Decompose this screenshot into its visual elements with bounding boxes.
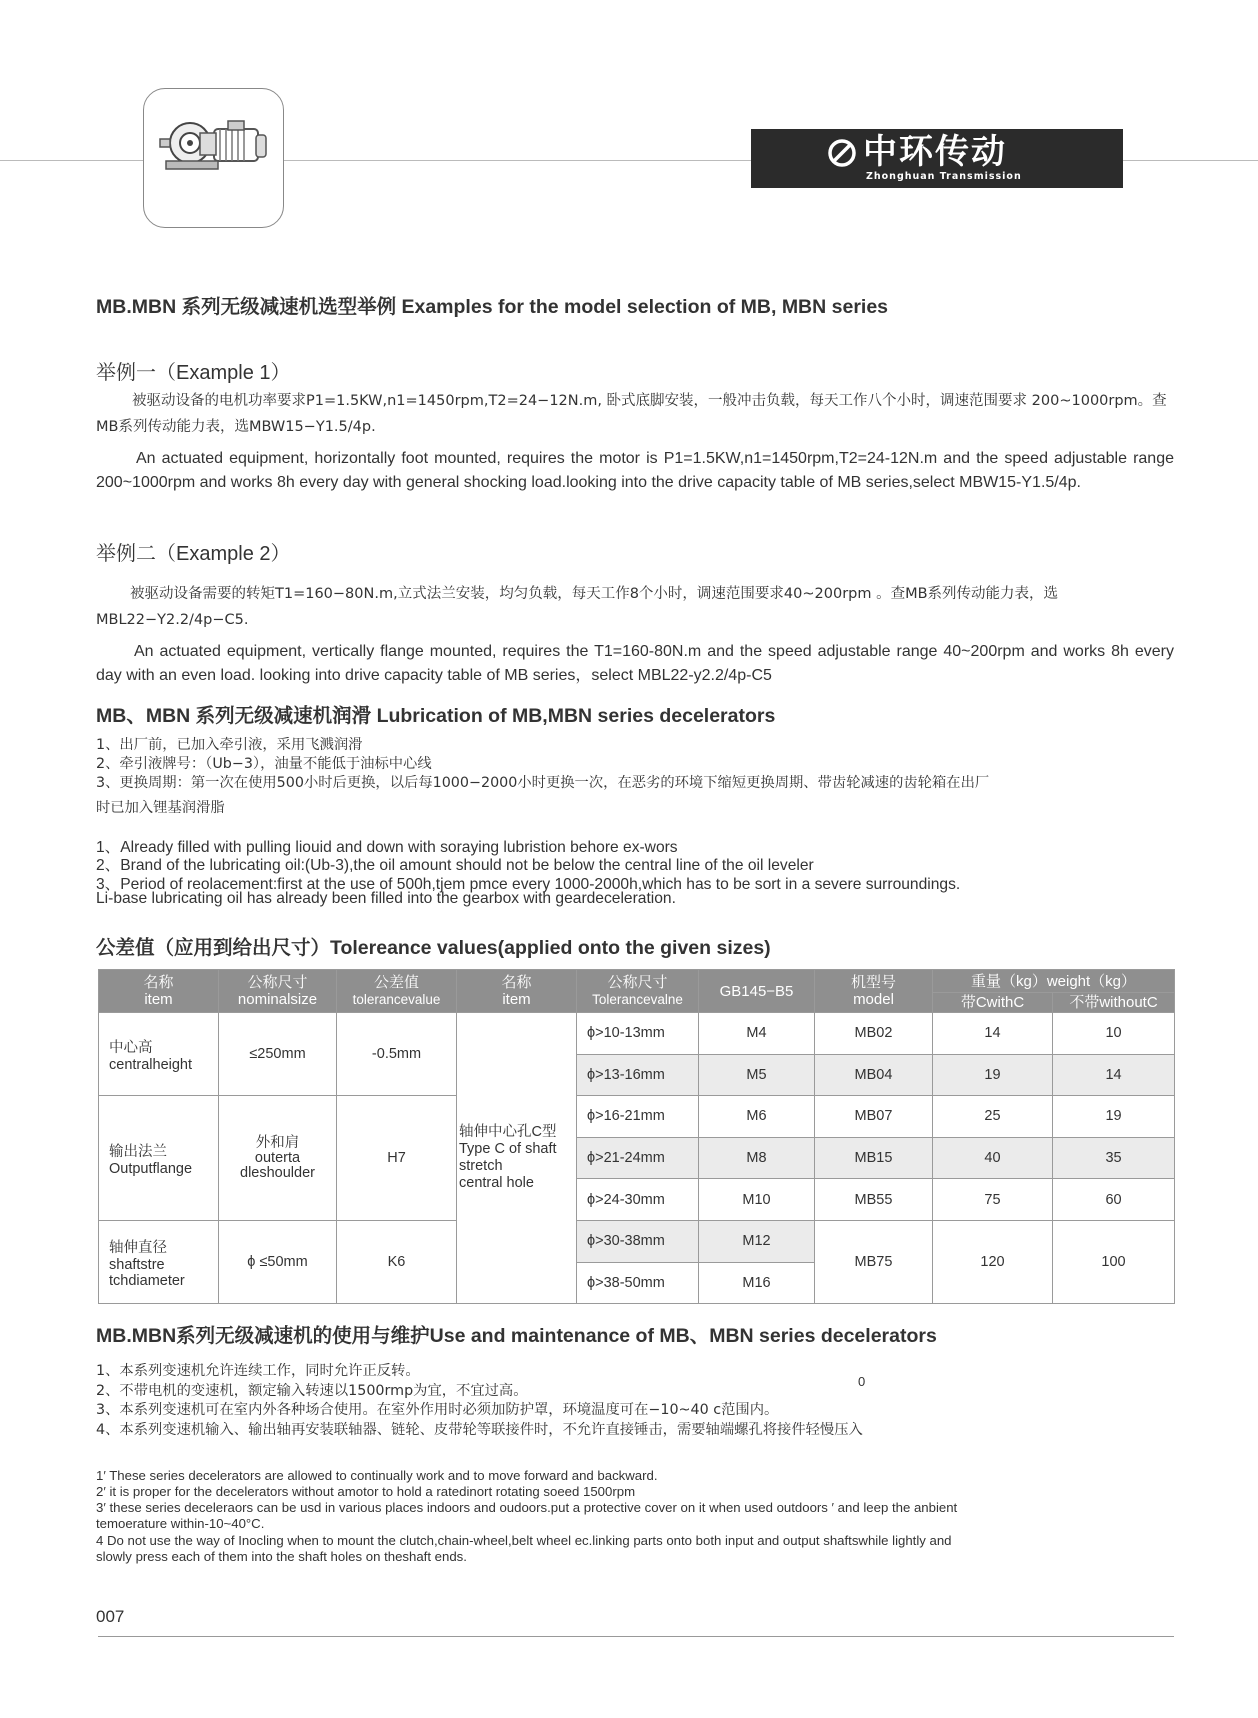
col-header-item-2: 名称 item: [457, 970, 577, 1013]
model-cell: MB15: [815, 1137, 933, 1179]
table-row: [99, 1013, 1175, 1055]
gb-cell: M4: [699, 1013, 815, 1055]
group-output-flange: 输出法兰 Outputflange: [99, 1096, 219, 1221]
group-shaft-diameter: 轴伸直径 shaftstre tchdiameter: [99, 1220, 219, 1303]
section-title-model-selection: MB.MBN 系列无级减速机选型举例 Examples for the model selection of MB, MBN series: [96, 296, 889, 318]
superscript-zero: 0: [858, 1374, 866, 1389]
weight-without-c-cell: 19: [1053, 1096, 1175, 1138]
model-cell: MB75: [815, 1220, 933, 1303]
col-header-model: 机型号 model: [815, 970, 933, 1013]
example-1-en-paragraph: An actuated equipment, horizontally foot mounted, requires the motor is P1=1.5KW,n1=1450rpm,T2=24-12N.m and the speed adjustable range 200~1000rpm and works 8h every day with general shocking load.looking into the drive capacity table of MB series,select MBW15-Y1.5/4p.: [96, 450, 1174, 491]
shaft-center-hole-item: 轴伸中心孔C型 Type C of shaft stretch central hole: [457, 1013, 577, 1304]
product-thumbnail: [143, 88, 284, 228]
range-cell: ϕ>21-24mm: [577, 1137, 699, 1179]
model-cell: MB55: [815, 1179, 933, 1221]
weight-without-c-cell: 14: [1053, 1054, 1175, 1096]
gb-cell: M16: [699, 1262, 815, 1304]
example-1-cn-paragraph: 被驱动设备的电机功率要求P1=1.5KW,n1=1450rpm,T2=24−12N.m, 卧式底脚安装，一般冲击负载，每天工作八个小时，调速范围要求 200~1000rpm。查MB系列传动能力表，选MBW15−Y1.5/4p.: [96, 393, 1167, 435]
group-output-flange-nominal: 外和肩 outerta dleshoulder: [219, 1096, 337, 1221]
range-cell: ϕ>24-30mm: [577, 1179, 699, 1221]
table-row: [99, 1096, 1175, 1138]
example-2-heading: 举例二（Example 2）: [96, 543, 291, 565]
range-cell: ϕ>16-21mm: [577, 1096, 699, 1138]
col-header-item: 名称 item: [99, 970, 219, 1013]
range-cell: ϕ>10-13mm: [577, 1013, 699, 1055]
gb-cell: M12: [699, 1220, 815, 1262]
maintenance-cn-line: 2、不带电机的变速机，额定输入转速以1500rmp为宜，不宜过高。: [96, 1383, 528, 1399]
brand-name-cn: 中环传动: [863, 132, 1007, 172]
footer-rule: [98, 1636, 1174, 1637]
lubrication-cn-line: 3、更换周期：第一次在使用500小时后更换，以后每1000−2000小时更换一次，在恶劣的环境下缩短更换周期、带齿轮减速的齿轮箱在出厂: [96, 775, 990, 791]
range-cell: ϕ>13-16mm: [577, 1054, 699, 1096]
page-number: 007: [96, 1607, 125, 1626]
col-header-tolerance-value: 公差值 tolerancevalue: [337, 970, 457, 1013]
col-header-without-c: 不带withoutC: [1053, 993, 1175, 1013]
weight-without-c-cell: 35: [1053, 1137, 1175, 1179]
col-header-nominal-size-2: 公称尺寸 Tolerancevalne: [577, 970, 699, 1013]
col-header-weight: 重量（kg）weight（kg）: [933, 970, 1175, 993]
table-row: [99, 1220, 1175, 1262]
range-cell: ϕ>38-50mm: [577, 1262, 699, 1304]
maintenance-cn-line: 1、本系列变速机允许连续工作，同时允许正反转。: [96, 1363, 420, 1379]
col-header-gb145: GB145−B5: [699, 970, 815, 1013]
lubrication-en-line: 2、Brand of the lubricating oil:(Ub-3),the oil amount should not be below the central line of the oil leveler: [96, 857, 814, 874]
lubrication-en-line: 1、Already filled with pulling liouid and down with soraying lubristion behore ex-wors: [96, 839, 678, 856]
weight-with-c-cell: 120: [933, 1220, 1053, 1303]
maintenance-en-line: slowly press each of them into the shaft holes on theshaft ends.: [96, 1549, 467, 1564]
maintenance-en-line: 3′ these series deceleraors can be usd in various places indoors and oudoors.put a protective cover on it when used outdoors ′ and leep the anbient: [96, 1500, 958, 1515]
weight-without-c-cell: 10: [1053, 1013, 1175, 1055]
group-central-height: 中心高 centralheight: [99, 1013, 219, 1096]
gear-motor-icon: [156, 111, 274, 181]
brand-mark-icon: [827, 138, 857, 168]
maintenance-cn-line: 3、本系列变速机可在室内外各种场合使用。在室外作用时必须加防护罩，环境温度可在−10~40 c范围内。: [96, 1402, 779, 1418]
weight-without-c-cell: 100: [1053, 1220, 1175, 1303]
weight-with-c-cell: 14: [933, 1013, 1053, 1055]
example-2-cn-paragraph: 被驱动设备需要的转矩T1=160−80N.m,立式法兰安装，均匀负载，每天工作8个小时，调速范围要求40~200rpm 。查MB系列传动能力表，选MBL22−Y2.2/4p−C5.: [96, 586, 1059, 628]
col-header-with-c: 带CwithC: [933, 993, 1053, 1013]
lubrication-cn-line: 2、牵引液牌号：（Ub−3），油量不能低于油标中心线: [96, 756, 432, 772]
model-cell: MB07: [815, 1096, 933, 1138]
maintenance-en-line: temoerature within-10~40°C.: [96, 1516, 265, 1531]
maintenance-en-line: 2′ it is proper for the decelerators without amotor to hold a ratedinort rotating soeed 1500rpm: [96, 1484, 636, 1499]
section-title-maintenance: MB.MBN系列无级减速机的使用与维护Use and maintenance of MB、MBN series decelerators: [96, 1325, 937, 1347]
group-central-height-nominal: ≤250mm: [219, 1013, 337, 1096]
brand-logo: [751, 129, 1123, 188]
lubrication-en-line: Li-base lubricating oil has already been filled into the gearbox with geardeceleration.: [96, 890, 676, 907]
weight-with-c-cell: 25: [933, 1096, 1053, 1138]
gb-cell: M5: [699, 1054, 815, 1096]
lubrication-en-line: 3、Period of reolacement:first at the use of 500h,tjem pmce every 1000-2000h,which has to be sort in a severe surroundings.: [96, 876, 961, 893]
maintenance-en-line: 4 Do not use the way of Inocling when to mount the clutch,chain-wheel,belt wheel ec.linking parts onto both input and output shaftswhile lightly and: [96, 1533, 952, 1548]
group-shaft-diameter-nominal: ϕ ≤50mm: [219, 1220, 337, 1303]
lubrication-cn-line: 时已加入锂基润滑脂: [96, 800, 225, 816]
weight-with-c-cell: 19: [933, 1054, 1053, 1096]
model-cell: MB02: [815, 1013, 933, 1055]
example-2-en-paragraph: An actuated equipment, vertically flange mounted, requires the T1=160-80N.m and the speed adjustable range 40~200rpm and works 8h every day with an even load. looking into drive capacity table of MB series，select MBL22-y2.2/4p-C5: [96, 643, 1174, 684]
weight-with-c-cell: 75: [933, 1179, 1053, 1221]
col-header-nominal-size: 公称尺寸 nominalsize: [219, 970, 337, 1013]
group-output-flange-tolerance: H7: [337, 1096, 457, 1221]
range-cell: ϕ>30-38mm: [577, 1220, 699, 1262]
maintenance-en-line: 1′ These series decelerators are allowed to continually work and to move forward and backward.: [96, 1468, 658, 1483]
lubrication-cn-line: 1、出厂前，已加入牵引液，采用飞溅润滑: [96, 737, 363, 753]
group-shaft-diameter-tolerance: K6: [337, 1220, 457, 1303]
gb-cell: M10: [699, 1179, 815, 1221]
gb-cell: M8: [699, 1137, 815, 1179]
group-central-height-tolerance: -0.5mm: [337, 1013, 457, 1096]
section-title-lubrication: MB、MBN 系列无级减速机润滑 Lubrication of MB,MBN series decelerators: [96, 705, 776, 727]
weight-without-c-cell: 60: [1053, 1179, 1175, 1221]
gb-cell: M6: [699, 1096, 815, 1138]
weight-with-c-cell: 40: [933, 1137, 1053, 1179]
maintenance-cn-line: 4、本系列变速机输入、输出轴再安装联轴器、链轮、皮带轮等联接件时，不允许直接锤击，需要轴端螺孔将接件轻慢压入: [96, 1422, 863, 1438]
section-title-tolerance: 公差值（应用到给出尺寸）Tolereance values(applied onto the given sizes): [96, 937, 771, 959]
tolerance-table: [98, 969, 1175, 1304]
brand-name-en: Zhonghuan Transmission: [866, 171, 1022, 182]
model-cell: MB04: [815, 1054, 933, 1096]
example-1-heading: 举例一（Example 1）: [96, 362, 291, 384]
